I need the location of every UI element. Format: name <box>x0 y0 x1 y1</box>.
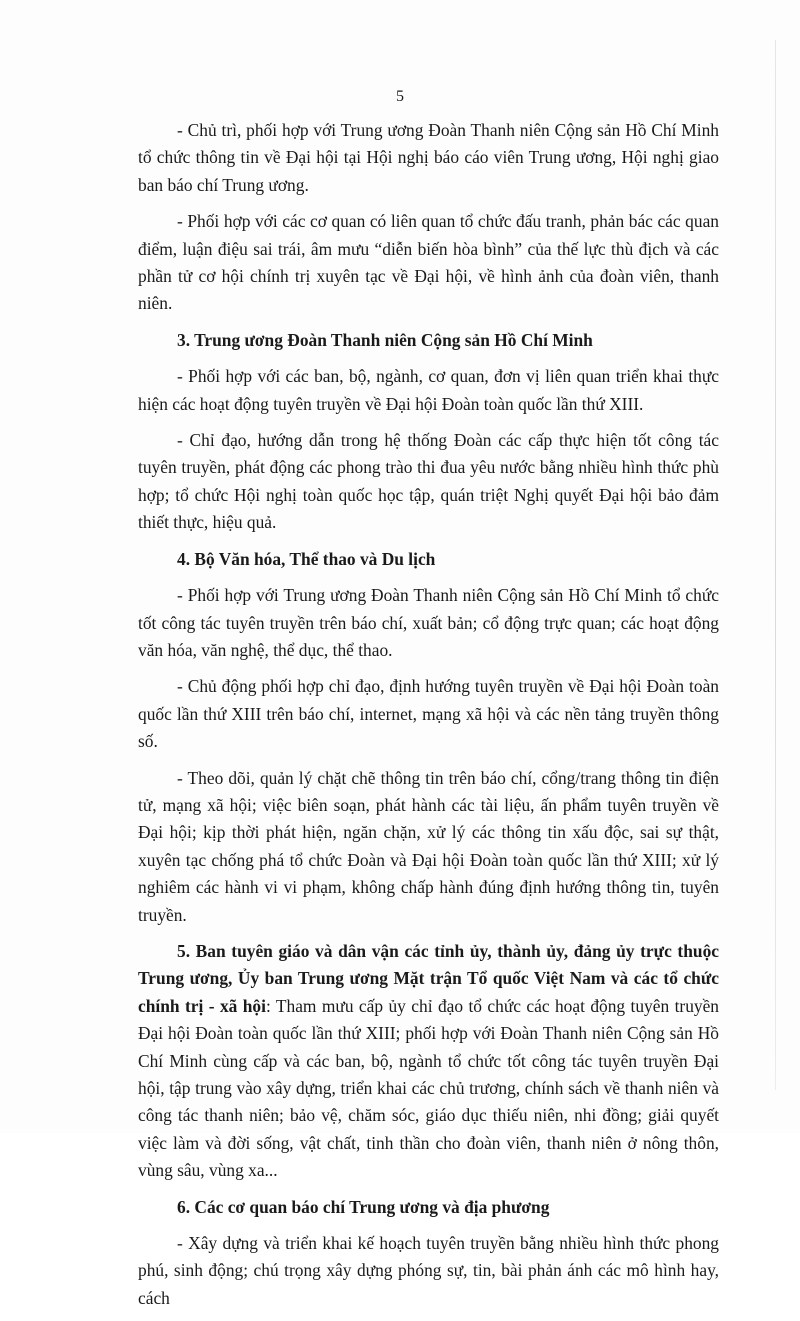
paragraph-4: - Chỉ đạo, hướng dẫn trong hệ thống Đoàn các cấp thực hiện tốt công tác tuyên truyền, phát động các phong trào thi đua yêu nước bằng nhiều hình thức phù hợp; tổ chức Hội nghị toàn quốc học tập, quán triệt Nghị quyết Đại hội bảo đảm thiết thực, hiệu quả. <box>138 430 719 533</box>
paragraph-6: - Chủ động phối hợp chỉ đạo, định hướng tuyên truyền về Đại hội Đoàn toàn quốc lần thứ XIII trên báo chí, internet, mạng xã hội và các nền tảng truyền thông số. <box>138 676 719 752</box>
paragraph-2: - Phối hợp với các cơ quan có liên quan tổ chức đấu tranh, phản bác các quan điểm, luận điệu sai trái, âm mưu “diễn biến hòa bình” của thế lực thù địch và các phần tử cơ hội chính trị xuyên tạc về Đại hội, về hình ảnh của đoàn viên, thanh niên. <box>138 211 719 314</box>
scan-edge-line <box>775 40 776 1090</box>
section-heading-3: 3. Trung ương Đoàn Thanh niên Cộng sản Hồ Chí Minh <box>177 329 593 350</box>
paragraph-1: - Chủ trì, phối hợp với Trung ương Đoàn Thanh niên Cộng sản Hồ Chí Minh tổ chức thông tin về Đại hội tại Hội nghị báo cáo viên Trung ương, Hội nghị giao ban báo chí Trung ương. <box>138 120 719 195</box>
page-number: 5 <box>396 88 404 105</box>
paragraph-8: - Xây dựng và triển khai kế hoạch tuyên truyền bằng nhiều hình thức phong phú, sinh động; chú trọng xây dựng phóng sự, tin, bài phản ánh các mô hình hay, cách <box>138 1233 719 1308</box>
section-heading-5: 5. Ban tuyên giáo và dân vận các tỉnh ủy, thành ủy, đảng ủy trực thuộc Trung ương, Ủy ban Trung ương Mặt trận Tổ quốc Việt Nam và các tổ chức chính trị - xã hội <box>138 940 719 1016</box>
paragraph-5: - Phối hợp với Trung ương Đoàn Thanh niên Cộng sản Hồ Chí Minh tổ chức tốt công tác tuyên truyền trên báo chí, xuất bản; cổ động trực quan; các hoạt động văn hóa, văn nghệ, thể dục, thể thao. <box>138 585 719 660</box>
section-heading-6: 6. Các cơ quan báo chí Trung ương và địa phương <box>177 1196 550 1217</box>
paragraph-7: - Theo dõi, quản lý chặt chẽ thông tin trên báo chí, cổng/trang thông tin điện tử, mạng xã hội; việc biên soạn, phát hành các tài liệu, ấn phẩm tuyên truyền về Đại hội; kịp thời phát hiện, ngăn chặn, xử lý các thông tin xấu độc, sai sự thật, xuyên tạc chống phá tổ chức Đoàn và Đại hội Đoàn toàn quốc lần thứ XIII; xử lý nghiêm các hành vi vi phạm, không chấp hành đúng định hướng thông tin, tuyên truyền. <box>138 767 719 925</box>
section-5-paragraph <box>138 938 719 1185</box>
document-body <box>138 117 719 1321</box>
section-5-text: : Tham mưu cấp ủy chỉ đạo tổ chức các hoạt động tuyên truyền Đại hội Đoàn toàn quốc lần thứ XIII; phối hợp với Đoàn Thanh niên Cộng sản Hồ Chí Minh cùng cấp và các ban, bộ, ngành tổ chức tốt công tác tuyên truyền Đại hội, tập trung vào xây dựng, triển khai các chủ trương, chính sách về thanh niên và công tác thanh niên; bảo vệ, chăm sóc, giáo dục thiếu niên, nhi đồng; giải quyết việc làm và đời sống, vật chất, tinh thần cho đoàn viên, thanh niên ở nông thôn, vùng sâu, vùng xa... <box>138 995 719 1181</box>
paragraph-3: - Phối hợp với các ban, bộ, ngành, cơ quan, đơn vị liên quan triển khai thực hiện các hoạt động tuyên truyền về Đại hội Đoàn toàn quốc lần thứ XIII. <box>138 366 719 414</box>
section-heading-4: 4. Bộ Văn hóa, Thể thao và Du lịch <box>177 548 436 569</box>
